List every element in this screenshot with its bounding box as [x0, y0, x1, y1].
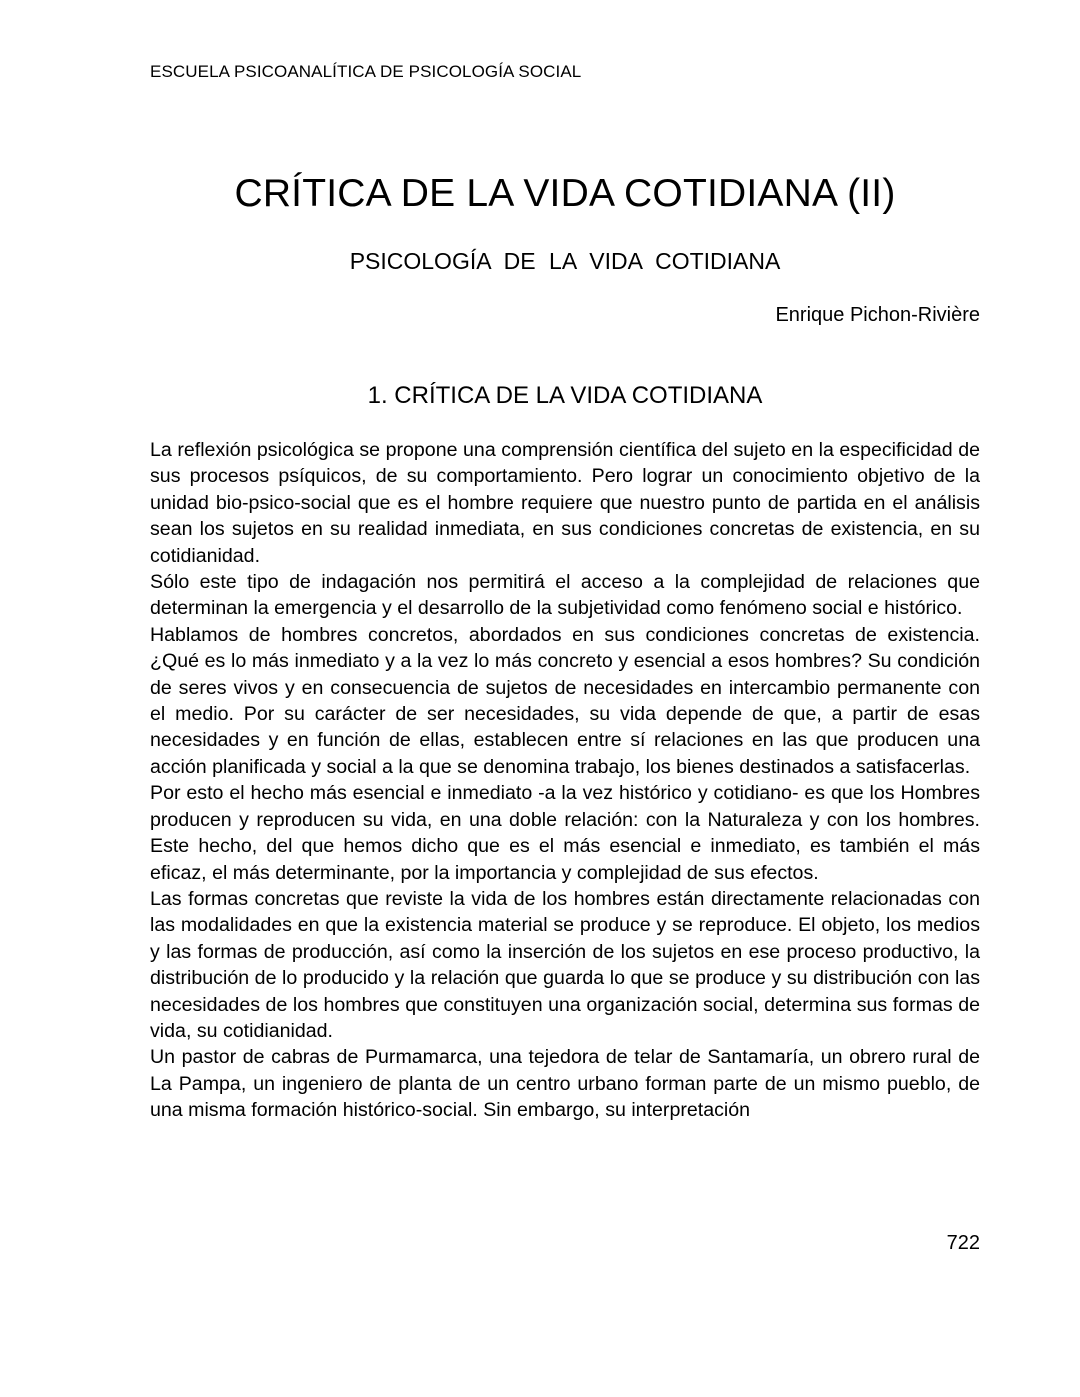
- page-number: 722: [946, 1232, 980, 1254]
- document-title: CRÍTICA DE LA VIDA COTIDIANA (II): [234, 172, 896, 215]
- document-subtitle: PSICOLOGÍA DE LA VIDA COTIDIANA: [349, 248, 781, 274]
- paragraph: Sólo este tipo de indagación nos permitirá el acceso a la complejidad de relaciones que determinan la emergencia y el desarrollo de la subjetividad como fenómeno social e histórico.: [150, 571, 980, 620]
- author-name: Enrique Pichon-Rivière: [775, 304, 980, 326]
- paragraph: Un pastor de cabras de Purmamarca, una tejedora de telar de Santamaría, un obrero rural de La Pampa, un ingeniero de planta de un centro urbano forman parte de un mismo pueblo, de una misma formación histórico-social. Sin embargo, su interpretación: [150, 1046, 980, 1122]
- body-text: [150, 437, 980, 1124]
- paragraph: La reflexión psicológica se propone una comprensión científica del sujeto en la especificidad de sus procesos psíquicos, de su comportamiento. Pero lograr un conocimiento objetivo de la unidad bio-psico-social que es el hombre requiere que nuestro punto de partida en el análisis sean los sujetos en su realidad inmediata, en sus condiciones concretas de existencia, en su cotidianidad.: [150, 439, 980, 567]
- paragraph: Hablamos de hombres concretos, abordados en sus condiciones concretas de existencia. ¿Qué es lo más inmediato y a la vez lo más concreto y esencial a esos hombres? Su condición de seres vivos y en consecuencia de sujetos de necesidades en intercambio permanente con el medio. Por su carácter de ser necesidades, su vida depende de que, a partir de esas necesidades y en función de ellas, establecen entre sí relaciones en las que producen una acción planificada y social a la que se denomina trabajo, los bienes destinados a satisfacerlas.: [150, 623, 980, 778]
- paragraph: Por esto el hecho más esencial e inmediato -a la vez histórico y cotidiano- es que los Hombres producen y reproducen su vida, en una doble relación: con la Naturaleza y con los hombres. Este hecho, del que hemos dicho que es el más esencial e inmediato, es también el más eficaz, el más determinante, por la importancia y complejidad de sus efectos.: [150, 782, 980, 884]
- paragraph: Las formas concretas que reviste la vida de los hombres están directamente relacionadas con las modalidades en que la existencia material se produce y se reproduce. El objeto, los medios y las formas de producción, así como la inserción de los sujetos en ese proceso productivo, la distribución de lo producido y la relación que guarda lo que se produce y su distribución con las necesidades de los hombres que constituyen una organización social, determina sus formas de vida, su cotidianidad.: [150, 887, 980, 1042]
- running-header: ESCUELA PSICOANALÍTICA DE PSICOLOGÍA SOCIAL: [150, 62, 582, 81]
- section-heading: 1. CRÍTICA DE LA VIDA COTIDIANA: [367, 382, 763, 409]
